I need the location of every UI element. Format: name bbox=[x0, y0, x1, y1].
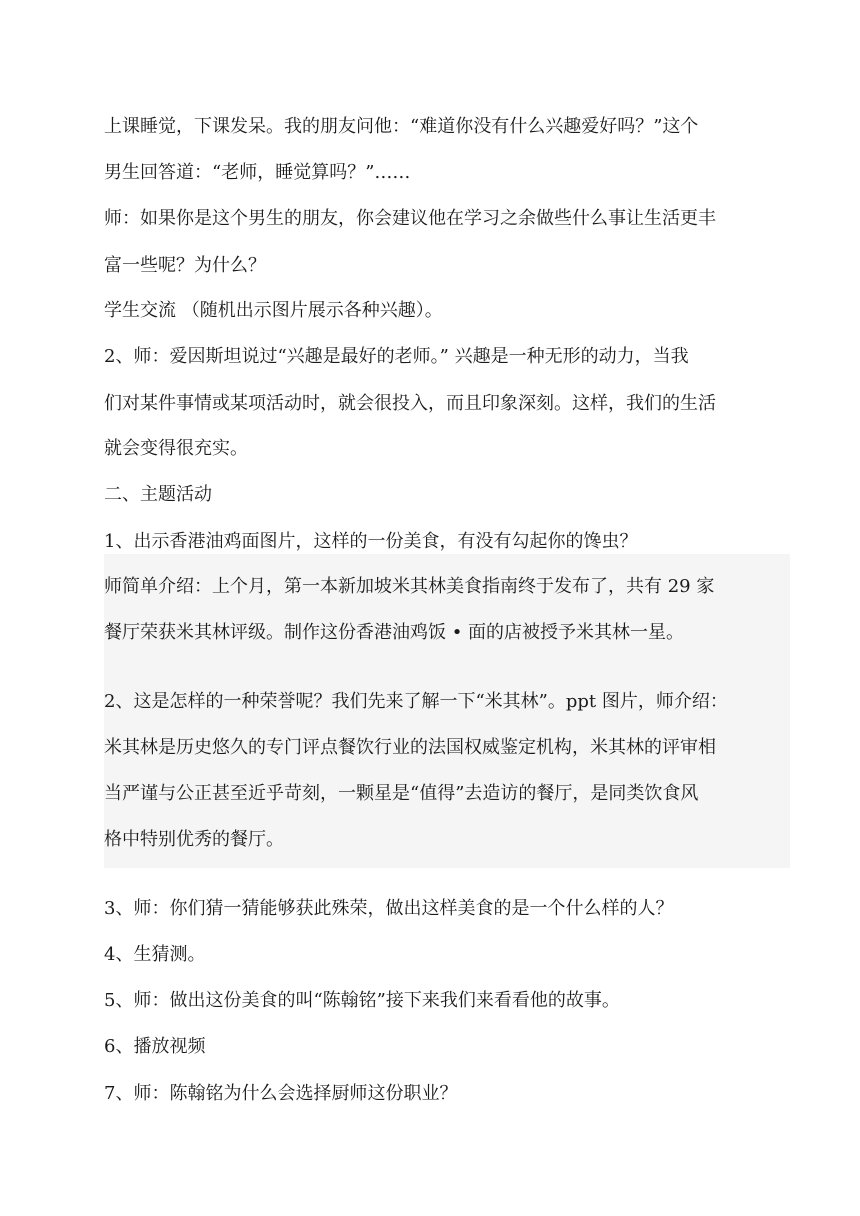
body-line-3: 师：如果你是这个男生的朋友，你会建议他在学习之余做些什么事让生活更丰 bbox=[104, 208, 716, 229]
body-line-7: 们对某件事情或某项活动时，就会很投入，而且印象深刻。这样，我们的生活 bbox=[104, 393, 716, 414]
body-line-18: 4、生猜测。 bbox=[104, 944, 206, 965]
body-line-16: 格中特别优秀的餐厅。 bbox=[104, 829, 284, 850]
body-line-4: 富一些呢？为什么？ bbox=[104, 255, 266, 276]
body-line-21: 7、师：陈翰铭为什么会选择厨师这份职业？ bbox=[104, 1083, 458, 1104]
body-line-1: 上课睡觉，下课发呆。我的朋友问他：“难道你没有什么兴趣爱好吗？”这个 bbox=[104, 116, 699, 137]
body-line-14: 米其林是历史悠久的专门评点餐饮行业的法国权威鉴定机构，米其林的评审相 bbox=[104, 737, 716, 758]
body-line-11: 师简单介绍：上个月，第一本新加坡米其林美食指南终于发布了，共有 29 家 bbox=[104, 576, 715, 597]
body-line-10: 1、出示香港油鸡面图片，这样的一份美食，有没有勾起你的馋虫？ bbox=[104, 531, 638, 552]
body-line-19: 5、师：做出这份美食的叫“陈翰铭”接下来我们来看看他的故事。 bbox=[104, 990, 620, 1011]
body-line-2: 男生回答道：“老师，睡觉算吗？”…… bbox=[104, 162, 411, 183]
body-line-12: 餐厅荣获米其林评级。制作这份香港油鸡饭 • 面的店被授予米其林一星。 bbox=[104, 622, 685, 643]
body-line-15: 当严谨与公正甚至近乎苛刻，一颗星是“值得”去造访的餐厅，是同类饮食风 bbox=[104, 783, 699, 804]
body-line-6: 2、师：爱因斯坦说过“兴趣是最好的老师。” 兴趣是一种无形的动力，当我 bbox=[104, 346, 689, 367]
body-line-13: 2、这是怎样的一种荣誉呢？我们先来了解一下“米其林”。ppt 图片，师介绍： bbox=[104, 691, 728, 712]
body-line-5: 学生交流 （随机出示图片展示各种兴趣）。 bbox=[104, 300, 443, 321]
body-line-8: 就会变得很充实。 bbox=[104, 438, 248, 459]
body-line-20: 6、播放视频 bbox=[104, 1036, 206, 1057]
body-line-17: 3、师：你们猜一猜能够获此殊荣，做出这样美食的是一个什么样的人？ bbox=[104, 898, 674, 919]
section-heading: 二、主题活动 bbox=[104, 484, 212, 505]
